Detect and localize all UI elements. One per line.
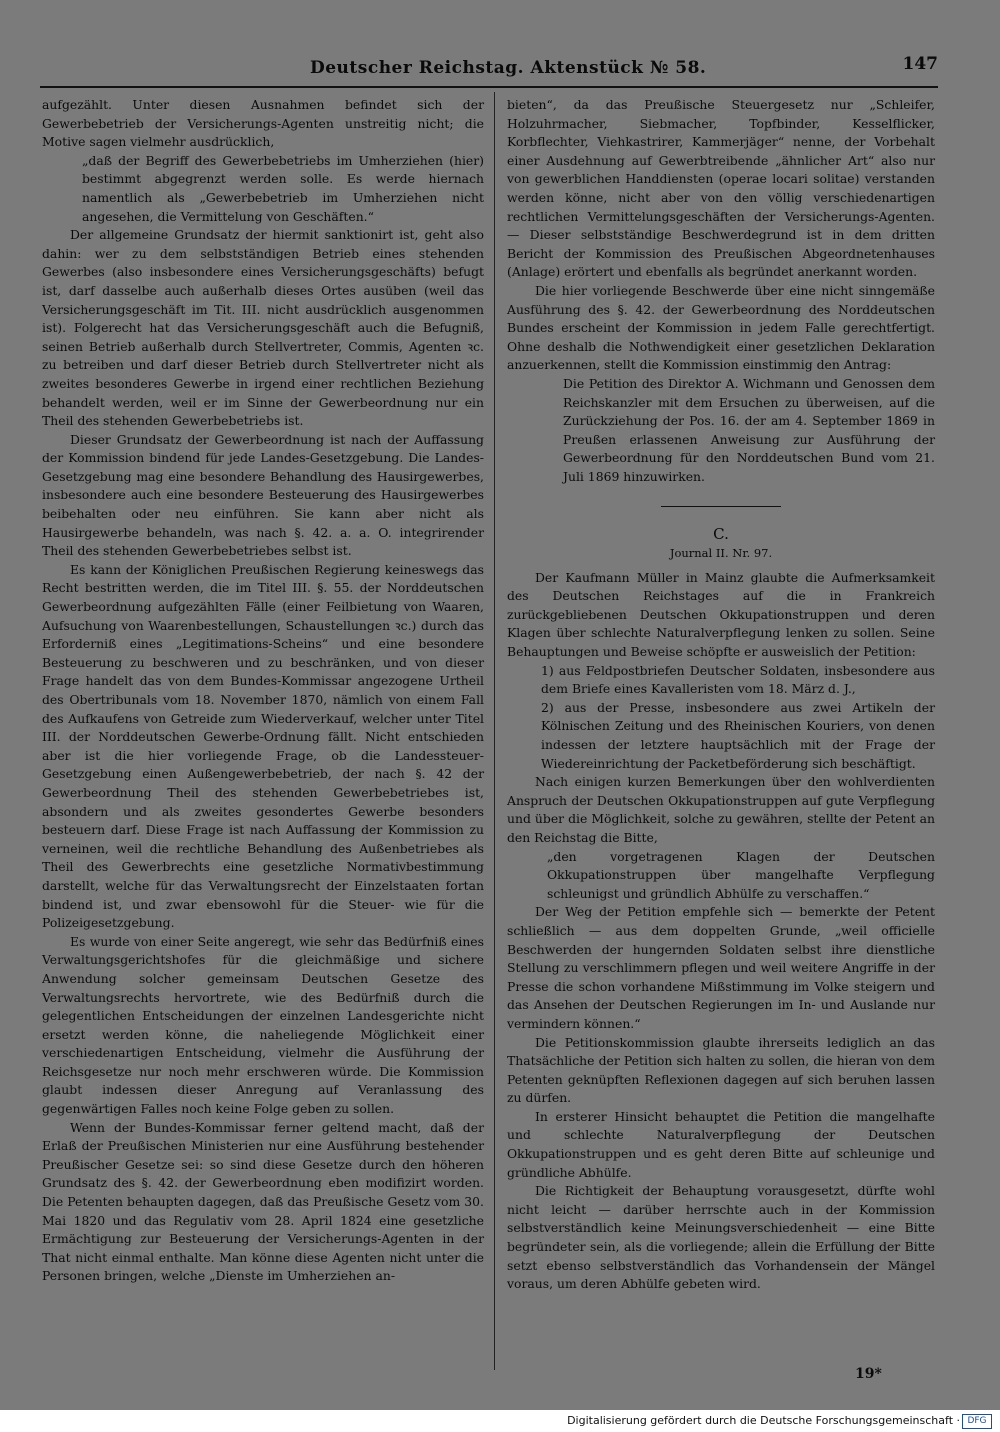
funding-credit: Digitalisierung gefördert durch die Deutsche Forschungsgemeinschaft · bbox=[567, 1414, 960, 1427]
list-item: 1) aus Feldpostbriefen Deutscher Soldaten, insbesondere aus dem Briefe eines Kavalleristen vom 18. März d. J., bbox=[541, 662, 935, 697]
paragraph: Dieser Grundsatz der Gewerbeordnung ist nach der Auffassung der Kommission bindend für jede Landes-Gesetzgebung. Die Landes-Gesetzgebung mag eine besondere Behandlung des Hausirgewerbes, insbesondere auch eine besondere Besteuerung des Hausirgewerbes beibehalten oder neu einführen. Sie kann aber nicht als Hausirgewerbe behandeln, was nach §. 42. a. a. O. integrirender Theil des stehenden Gewerbebetriebes selbst ist. bbox=[42, 431, 484, 559]
section-letter: C. bbox=[713, 525, 729, 544]
paragraph: Der Weg der Petition empfehle sich — bemerkte der Petent schließlich — aus dem doppelten Grunde, „weil officielle Beschwerden der hungernden Soldaten selbst ihre dienstliche Stellung zu verschlimmern pflegen und weil weitere Angriffe in der Presse die schon vorhandene Mißstimmung im Volke steigern und das Ansehen der Deutschen Regierungen im In- und Auslande nur vermindern können.“ bbox=[507, 904, 935, 1031]
block-quote: „den vorgetragenen Klagen der Deutschen Okkupationstruppen über mangelhafte Verpflegung schleunigst und gründlich Abhülfe zu verschaffen.“ bbox=[547, 848, 935, 901]
motion-text: Die Petition des Direktor A. Wichmann und Genossen dem Reichskanzler mit dem Ersuchen zu überweisen, auf die Zurückziehung der Pos. 16. der am 4. September 1869 in Preußen erlassenen Anweisung zur Ausführung der Gewerbeordnung für den Norddeutschen Bund vom 21. Juli 1869 hinzuwirken. bbox=[563, 375, 935, 484]
paragraph: Die Richtigkeit der Behauptung vorausgesetzt, dürfte wohl nicht leicht — darüber herrschte auch in der Kommission selbstverständlich keine Meinungsverschiedenheit — eine Bitte begründeter sein, als die vorliegende; allein die Erfüllung der Bitte setzt ebenso selbstverständlich das Vorhandensein der Mängel voraus, um deren Abhülfe gebeten wird. bbox=[507, 1183, 935, 1292]
paragraph: Der Kaufmann Müller in Mainz glaubte die Aufmerksamkeit des Deutschen Reichstages auf die in Frankreich zurückgebliebenen Deutschen Okkupationstruppen und deren Klagen über schlechte Naturalverpflegung lenken zu sollen. Seine Behauptungen und Beweise schöpfte er ausweislich der Petition: bbox=[507, 569, 935, 660]
sheet-signature: 19* bbox=[855, 1366, 882, 1382]
paragraph: Nach einigen kurzen Bemerkungen über den wohlverdienten Anspruch der Deutschen Okkupationstruppen auf gute Verpflegung und über die Möglichkeit, solche zu gewähren, stellte der Petent an den Reichstag die Bitte, bbox=[507, 774, 935, 845]
paragraph: Wenn der Bundes-Kommissar ferner geltend macht, daß der Erlaß der Preußischen Ministerien nur eine Ausführung bestehender Preußischer Gesetze sei: so sind diese Gesetze durch den höheren Grundsatz des §. 42. der Gewerbeordnung eben modifizirt worden. Die Petenten behaupten dagegen, daß das Preußische Gesetz vom 30. Mai 1820 und das Regulativ vom 28. April 1824 eine gesetzliche Ermächtigung zur Besteuerung der Versicherungs-Agenten in der That nicht einmal enthalte. Man könne diese Agenten nicht unter die Personen bringen, welche „Dienste im Umherziehen an- bbox=[42, 1119, 484, 1284]
running-header bbox=[40, 54, 938, 84]
paragraph: Die Petitionskommission glaubte ihrerseits lediglich an das Thatsächliche der Petition sich halten zu sollen, die hieran von dem Petenten geknüpften Reflexionen dagegen auf sich beruhen lassen zu dürfen. bbox=[507, 1034, 935, 1106]
paragraph: aufgezählt. Unter diesen Ausnahmen befindet sich der Gewerbebetrieb der Versicherungs-Agenten unstreitig nicht; die Motive sagen vielmehr ausdrücklich, bbox=[42, 97, 484, 150]
paragraph: Die hier vorliegende Beschwerde über eine nicht sinngemäße Ausführung des §. 42. der Gewerbeordnung des Norddeutschen Bundes erscheint der Kommission in jedem Falle gerechtfertigt. Ohne deshalb die Nothwendigkeit einer gesetzlichen Deklaration anzuerkennen, stellt die Kommission einstimmig den Antrag: bbox=[507, 282, 935, 373]
block-quote: „daß der Begriff des Gewerbebetriebs im Umherziehen (hier) bestimmt abgegrenzt werden solle. Es werde hiernach namentlich als „Gewerbebetrieb im Umherziehen nicht angesehen, die Vermittelung von Geschäften.“ bbox=[82, 152, 484, 224]
page-number: 147 bbox=[902, 54, 938, 74]
paragraph: In ersterer Hinsicht behauptet die Petition die mangelhafte und schlechte Naturalverpflegung der Deutschen Okkupationstruppen und es geht deren Bitte auf schleunige und gründliche Abhülfe. bbox=[507, 1108, 935, 1180]
right-column bbox=[507, 96, 935, 1294]
list-item: 2) aus der Presse, insbesondere aus zwei Artikeln der Kölnischen Zeitung und des Rheinischen Kouriers, von denen indessen der letztere hauptsächlich mit der Frage der Wiedereinrichtung der Packetbeförderung sich beschäftigt. bbox=[541, 699, 935, 771]
journal-reference: Journal II. Nr. 97. bbox=[669, 546, 773, 561]
left-column bbox=[42, 96, 484, 1286]
dfg-logo[interactable]: DFG bbox=[962, 1414, 992, 1429]
section-rule bbox=[661, 506, 781, 507]
column-divider bbox=[494, 92, 495, 1370]
paragraph: Es kann der Königlichen Preußischen Regierung keineswegs das Recht bestritten werden, die im Titel III. §. 55. der Norddeutschen Gewerbeordnung aufgezählten Fälle (einer Feilbietung von Waaren, Aufsuchung von Waarenbestellungen, Schaustellungen ꝛc.) durch das Erforderniß eines „Legitimations-Scheins“ und eine besondere Besteuerung zu beschweren und zu beschränken, und von dieser Frage handelt das von dem Bundes-Kommissar angezogene Urtheil des Obertribunals vom 18. November 1870, nämlich von einem Fall des Aufkaufens von Getreide zum Wiederverkauf, welcher unter Titel III. der Norddeutschen Gewerbe-Ordnung fällt. Nicht entschieden aber ist die hier vorliegende Frage, ob die Landessteuer-Gesetzgebung einen Außengewerbebetrieb, der nach §. 42 der Gewerbeordnung Theil des stehenden Gewerbebetriebes ist, absondern und als zweites gesondertes Gewerbe besonders besteuern darf. Diese Frage ist nach Auffassung der Kommission zu verneinen, weil die rechtliche Behandlung des Außenbetriebes als Theil des Gewerbrechts eine gesetzliche Normativbestimmung darstellt, welche für das Verwaltungsrecht der Einzelstaaten fortan bindend ist, und zwar ebensowohl für die Steuer- wie für die Polizeigesetzgebung. bbox=[42, 561, 484, 931]
header-title: Deutscher Reichstag. Aktenstück № 58. bbox=[310, 58, 707, 78]
paragraph: Es wurde von einer Seite angeregt, wie sehr das Bedürfniß eines Verwaltungsgerichtshofes für die gleichmäßige und sichere Anwendung solcher gemeinsam Deutschen Gesetze des Verwaltungsrechts hervortrete, wie des Bedürfniß durch die gelegentlichen Entscheidungen der einzelnen Landesgerichte nicht ersetzt werden könne, die naheliegende Möglichkeit einer verschiedenartigen Entscheidung, vielmehr die Ausführung der Reichsgesetze nur noch mehr erschweren würde. Die Kommission glaubt indessen dieser Anregung auf Veranlassung des gegenwärtigen Falles noch keine Folge geben zu sollen. bbox=[42, 933, 484, 1117]
header-rule bbox=[40, 86, 938, 88]
digitization-footer bbox=[0, 1410, 1000, 1432]
paragraph: bieten“, da das Preußische Steuergesetz nur „Schleifer, Holzuhrmacher, Siebmacher, Topfbinder, Kesselflicker, Korbflechter, Viehkastrirer, Kammerjäger“ nenne, der Vorbehalt einer Ausdehnung auf Gewerbtreibende „ähnlicher Art“ also nur von gewerblichen Handdiensten (operae locari solitae) verstanden werden könne, nicht aber von den völlig verschiedenartigen rechtlichen Vermittelungsgeschäften der Versicherungs-Agenten. — Dieser selbstständige Beschwerdegrund ist in dem dritten Bericht der Kommission des Preußischen Abgeordnetenhauses (Anlage) erörtert und ebenfalls als begründet anerkannt worden. bbox=[507, 97, 935, 280]
paragraph: Der allgemeine Grundsatz der hiermit sanktionirt ist, geht also dahin: wer zu dem selbstständigen Betrieb eines stehenden Gewerbes (also insbesondere eines Versicherungsgeschäfts) befugt ist, darf dasselbe auch außerhalb dieses Ortes ausüben (weil das Versicherungsgeschäft im Tit. III. nicht ausdrücklich ausgenommen ist). Folgerecht hat das Versicherungsgeschäft auch die Befugniß, seinen Betrieb außerhalb durch Stellvertreter, Commis, Agenten ꝛc. zu betreiben und darf dieser Betrieb durch Stellvertreter nicht als zweites besonderes Gewerbe in irgend einer rechtlichen Beziehung behandelt werden, weil er im Sinne der Gewerbeordnung nur ein Theil des stehenden Gewerbebetriebs ist. bbox=[42, 227, 484, 429]
